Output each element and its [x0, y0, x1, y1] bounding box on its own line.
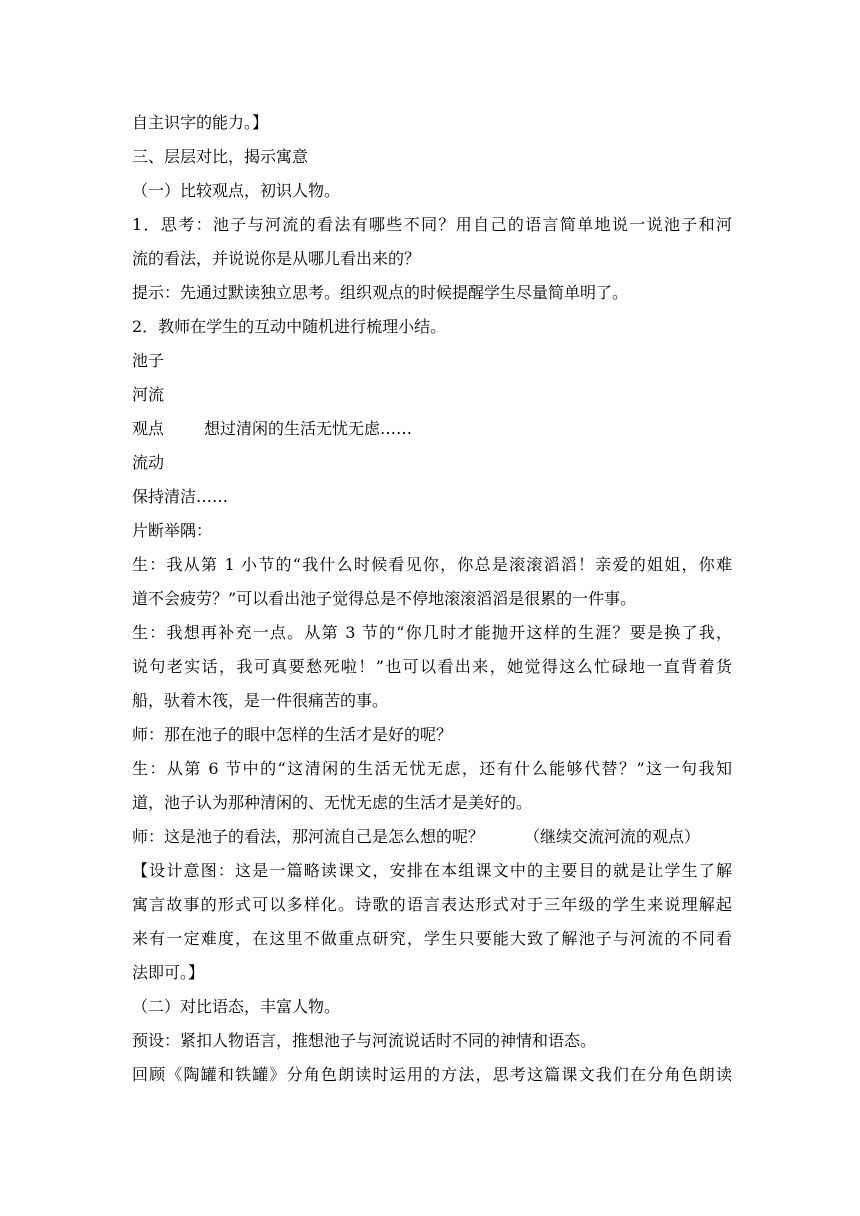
- text-line: 船，驮着木筏，是一件很痛苦的事。: [132, 691, 389, 710]
- text-line: 自主识字的能力。】: [132, 113, 269, 132]
- text-line: 道不会疲劳？”可以看出池子觉得总是不停地滚滚滔滔是很累的一件事。: [132, 589, 637, 608]
- text-line: 生：我从第 1 小节的“我什么时候看见你，你总是滚滚滔滔！亲爱的姐姐，你难: [132, 555, 732, 574]
- subsection-heading: （二）对比语态，丰富人物。: [132, 997, 341, 1016]
- text-line: 寓言故事的形式可以多样化。诗歌的语言表达形式对于三年级的学生来说理解起: [132, 895, 732, 914]
- subsection-heading: （一）比较观点，初识人物。: [132, 181, 341, 200]
- table-cell-pool: 池子: [132, 351, 165, 370]
- text-line: 生：我想再补充一点。从第 3 节的“你几时才能抛开这样的生涯？要是换了我，: [132, 623, 732, 642]
- text-line: 生：从第 6 节中的“这清闲的生活无忧无虑，还有什么能够代替？”这一句我知: [132, 759, 732, 778]
- text-line: 1．思考：池子与河流的看法有哪些不同？用自己的语言简单地说一说池子和河: [132, 215, 732, 234]
- text-line: 师：那在池子的眼中怎样的生活才是好的呢？: [132, 725, 453, 744]
- text-line: 流的看法，并说说你是从哪儿看出来的？: [132, 249, 421, 268]
- text-line: 回顾《陶罐和铁罐》分角色朗读时运用的方法，思考这篇课文我们在分角色朗读: [132, 1065, 732, 1084]
- table-cell-viewpoint-label: 观点: [132, 419, 165, 438]
- document-page: [132, 106, 732, 1092]
- table-row-viewpoint: [132, 412, 732, 446]
- text-line: 片断举隅：: [132, 521, 213, 540]
- text-line: [132, 820, 732, 854]
- table-cell-pool-viewpoint: 想过清闲的生活无忧无虑……: [204, 419, 413, 438]
- table-cell-river-flow: 流动: [132, 453, 165, 472]
- text-line: 法即可。】: [132, 963, 205, 982]
- text-line: 来有一定难度，在这里不做重点研究，学生只要能大致了解池子与河流的不同看: [132, 929, 732, 948]
- text-line: 道，池子认为那种清闲的、无忧无虑的生活才是美好的。: [132, 793, 533, 812]
- text-line: 说句老实话，我可真要愁死啦！”也可以看出来，她觉得这么忙碌地一直背着货: [132, 657, 732, 676]
- table-cell-river-clean: 保持清洁……: [132, 487, 229, 506]
- text-line: 预设：紧扣人物语言，推想池子与河流说话时不同的神情和语态。: [132, 1031, 597, 1050]
- teacher-note: （继续交流河流的观点）: [524, 827, 701, 846]
- teacher-question: 师：这是池子的看法，那河流自己是怎么想的呢？: [132, 827, 485, 846]
- text-line: 提示：先通过默读独立思考。组织观点的时候提醒学生尽量简单明了。: [132, 283, 629, 302]
- table-cell-river: 河流: [132, 385, 165, 404]
- text-line: 2．教师在学生的互动中随机进行梳理小结。: [132, 317, 447, 336]
- section-heading: 三、层层对比，揭示寓意: [132, 147, 309, 166]
- text-line: 【设计意图：这是一篇略读课文，安排在本组课文中的主要目的就是让学生了解: [132, 861, 732, 880]
